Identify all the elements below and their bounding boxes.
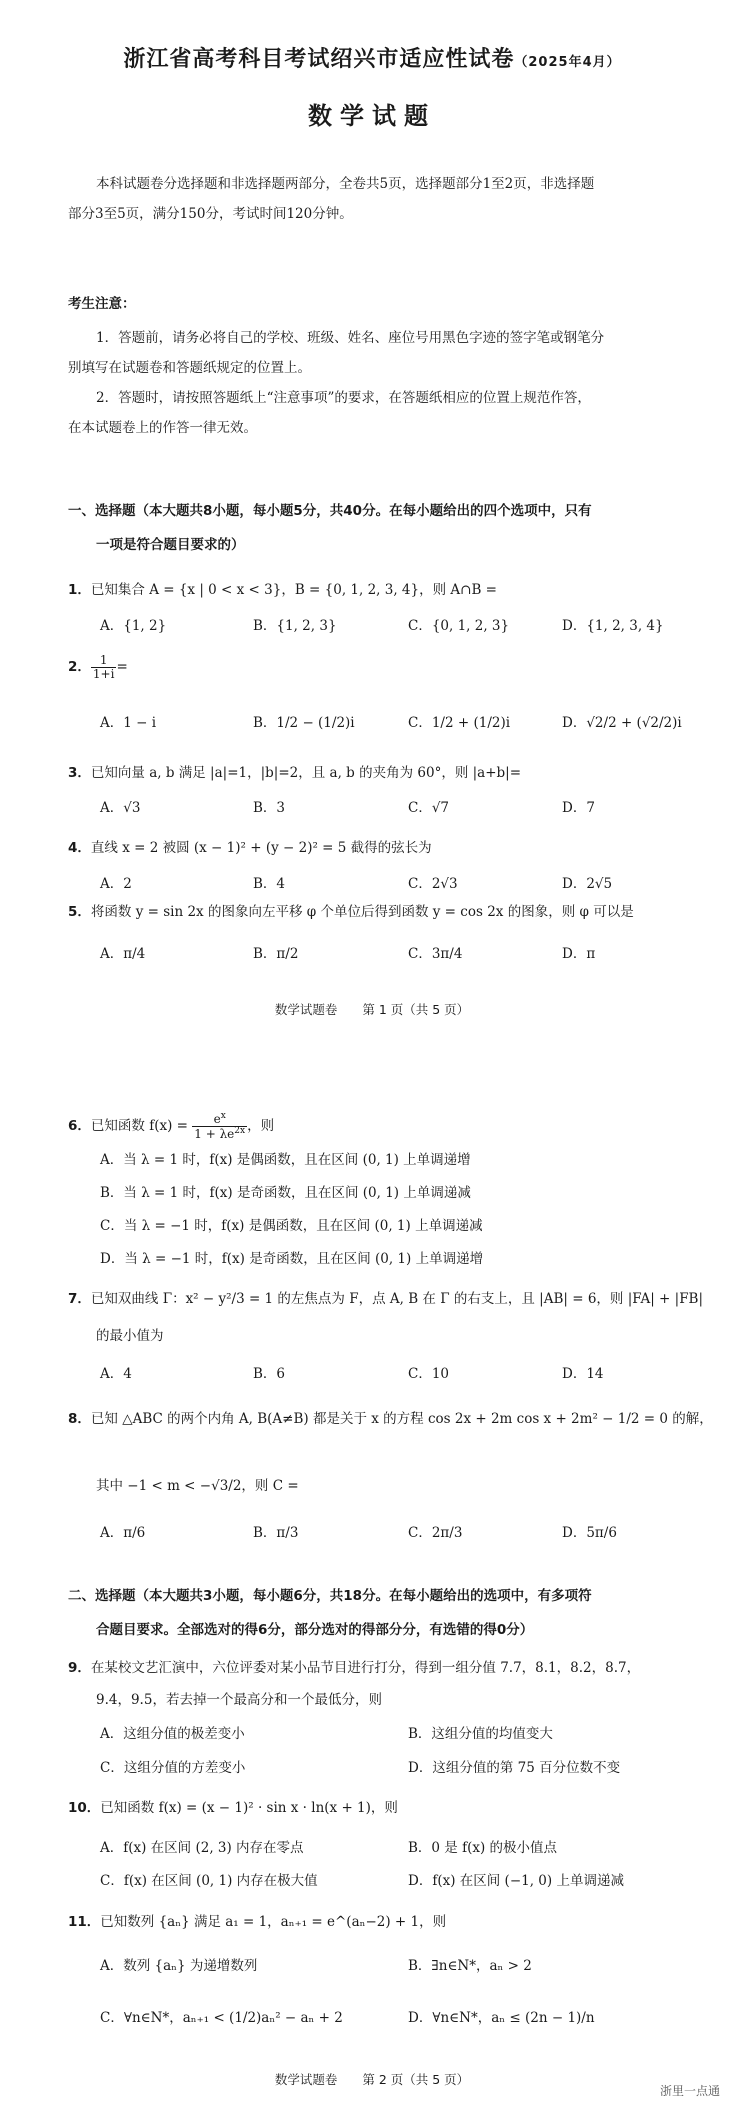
q2-option-b: B．1/2 − (1/2)i <box>253 715 355 731</box>
q1-option-a: A．{1, 2} <box>100 618 167 634</box>
q1-option-c: C．{0, 1, 2, 3} <box>408 618 510 634</box>
subject-title: 数学试题 <box>308 102 436 130</box>
q4-option-c: C．2√3 <box>408 876 458 892</box>
question-11: 11．已知数列 {aₙ} 满足 a₁ = 1，aₙ₊₁ = e^(aₙ−2) + 1，则 <box>68 1914 447 1930</box>
q8-option-b: B．π/3 <box>253 1525 299 1541</box>
q4-option-b: B．4 <box>253 876 286 892</box>
q1-option-d: D．{1, 2, 3, 4} <box>562 618 664 634</box>
q9-option-b: B．这组分值的均值变大 <box>408 1726 553 1742</box>
question-9-cont: 9.4，9.5，若去掉一个最高分和一个最低分，则 <box>96 1692 382 1708</box>
exam-title: 浙江省高考科目考试绍兴市适应性试卷（2025年4月） <box>123 47 621 72</box>
q2-option-a: A．1 − i <box>100 715 157 731</box>
question-9: 9．在某校文艺汇演中，六位评委对某小品节目进行打分，得到一组分值 7.7，8.1，8.2，8.7， <box>68 1660 641 1676</box>
question-10: 10．已知函数 f(x) = (x − 1)² · sin x · ln(x + 1)，则 <box>68 1800 398 1816</box>
question-8-cont: 其中 −1 < m < −√3/2，则 C = <box>96 1478 299 1494</box>
q3-option-c: C．√7 <box>408 800 450 816</box>
page-footer-2: 数学试题卷 第 2 页（共 5 页） <box>274 2072 470 2087</box>
q5-option-d: D．π <box>562 946 596 962</box>
q8-option-c: C．2π/3 <box>408 1525 463 1541</box>
q6-option-b: B．当 λ = 1 时，f(x) 是奇函数，且在区间 (0, 1) 上单调递减 <box>100 1185 471 1201</box>
section-1-heading-line-1: 一、选择题（本大题共8小题，每小题5分，共40分。在每小题给出的四个选项中，只有 <box>68 503 592 519</box>
q1-option-b: B．{1, 2, 3} <box>253 618 337 634</box>
q6-fraction: $\frac{e^x}{1 + \lambda e^{2x}}$ <box>194 1111 246 1142</box>
q7-option-c: C．10 <box>408 1366 450 1382</box>
notice-item-1a: 1．答题前，请务必将自己的学校、班级、姓名、座位号用黑色字迹的签字笔或钢笔分 <box>96 330 605 346</box>
question-1: 1．已知集合 A = {x | 0 < x < 3}，B = {0, 1, 2, 3, 4}，则 A∩B = <box>68 582 497 598</box>
q11-option-d: D．∀n∈N*，aₙ ≤ (2n − 1)/n <box>408 2010 595 2026</box>
question-2: 2． $\frac{1}{1+i}$ = <box>68 653 128 682</box>
intro-line-1: 本科试题卷分选择题和非选择题两部分，全卷共5页，选择题部分1至2页，非选择题 <box>96 176 595 192</box>
question-4: 4．直线 x = 2 被圆 (x − 1)² + (y − 2)² = 5 截得的弦长为 <box>68 840 432 856</box>
section-1-heading-line-2: 一项是符合题目要求的） <box>96 537 245 553</box>
question-8: 8．已知 △ABC 的两个内角 A, B(A≠B) 都是关于 x 的方程 cos 2x + 2m cos x + 2m² − 1/2 = 0 的解， <box>68 1411 713 1427</box>
q8-option-d: D．5π/6 <box>562 1525 617 1541</box>
q5-option-b: B．π/2 <box>253 946 299 962</box>
q3-option-d: D．7 <box>562 800 595 816</box>
q10-option-b: B．0 是 f(x) 的极小值点 <box>408 1840 558 1856</box>
q4-option-a: A．2 <box>100 876 132 892</box>
q11-option-a: A．数列 {aₙ} 为递增数列 <box>100 1958 258 1974</box>
q3-option-b: B．3 <box>253 800 286 816</box>
q10-option-c: C．f(x) 在区间 (0, 1) 内存在极大值 <box>100 1873 318 1889</box>
exam-date: （2025年4月） <box>514 55 621 70</box>
q8-option-a: A．π/6 <box>100 1525 146 1541</box>
q6-option-d: D．当 λ = −1 时，f(x) 是奇函数，且在区间 (0, 1) 上单调递增 <box>100 1251 484 1267</box>
q9-option-a: A．这组分值的极差变小 <box>100 1726 245 1742</box>
q11-option-c: C．∀n∈N*，aₙ₊₁ < (1/2)aₙ² − aₙ + 2 <box>100 2010 343 2026</box>
notice-item-2a: 2．答题时，请按照答题纸上“注意事项”的要求，在答题纸相应的位置上规范作答， <box>96 390 591 406</box>
notice-item-1b: 别填写在试题卷和答题纸规定的位置上。 <box>68 360 311 376</box>
q9-option-c: C．这组分值的方差变小 <box>100 1760 246 1776</box>
section-2-heading-line-1: 二、选择题（本大题共3小题，每小题6分，共18分。在每小题给出的选项中，有多项符 <box>68 1588 592 1604</box>
watermark: 浙里一点通 <box>660 2084 721 2098</box>
q7-option-d: D．14 <box>562 1366 604 1382</box>
section-2-heading-line-2: 合题目要求。全部选对的得6分，部分选对的得部分分，有选错的得0分） <box>96 1622 534 1638</box>
q6-option-c: C．当 λ = −1 时，f(x) 是偶函数，且在区间 (0, 1) 上单调递减 <box>100 1218 483 1234</box>
q9-option-d: D．这组分值的第 75 百分位数不变 <box>408 1760 621 1776</box>
question-6: 6．已知函数 f(x) = $\frac{e^x}{1 + \lambda e^{2x}}$ ，则 <box>68 1111 275 1142</box>
q6-option-a: A．当 λ = 1 时，f(x) 是偶函数，且在区间 (0, 1) 上单调递增 <box>100 1152 471 1168</box>
intro-line-2: 部分3至5页，满分150分，考试时间120分钟。 <box>68 206 353 222</box>
q3-option-a: A．√3 <box>100 800 141 816</box>
question-7-cont: 的最小值为 <box>96 1328 164 1344</box>
notice-item-2b: 在本试题卷上的作答一律无效。 <box>68 420 257 436</box>
q4-option-d: D．2√5 <box>562 876 613 892</box>
question-7: 7．已知双曲线 Γ：x² − y²/3 = 1 的左焦点为 F，点 A, B 在 Γ 的右支上，且 |AB| = 6，则 |FA| + |FB| <box>68 1291 704 1307</box>
page-footer-1: 数学试题卷 第 1 页（共 5 页） <box>274 1002 470 1017</box>
q2-option-d: D．√2/2 + (√2/2)i <box>562 715 682 731</box>
q5-option-c: C．3π/4 <box>408 946 463 962</box>
question-5: 5．将函数 y = sin 2x 的图象向左平移 φ 个单位后得到函数 y = cos 2x 的图象，则 φ 可以是 <box>68 904 634 920</box>
q2-fraction: $\frac{1}{1+i}$ <box>92 653 115 682</box>
q7-option-b: B．6 <box>253 1366 286 1382</box>
q5-option-a: A．π/4 <box>100 946 146 962</box>
q10-option-a: A．f(x) 在区间 (2, 3) 内存在零点 <box>100 1840 304 1856</box>
q11-option-b: B．∃n∈N*，aₙ > 2 <box>408 1958 532 1974</box>
q10-option-d: D．f(x) 在区间 (−1, 0) 上单调递减 <box>408 1873 624 1889</box>
q2-option-c: C．1/2 + (1/2)i <box>408 715 511 731</box>
notice-heading: 考生注意： <box>68 296 136 312</box>
q7-option-a: A．4 <box>100 1366 132 1382</box>
question-3: 3．已知向量 a, b 满足 |a|=1，|b|=2，且 a, b 的夹角为 60°，则 |a+b|= <box>68 765 522 781</box>
